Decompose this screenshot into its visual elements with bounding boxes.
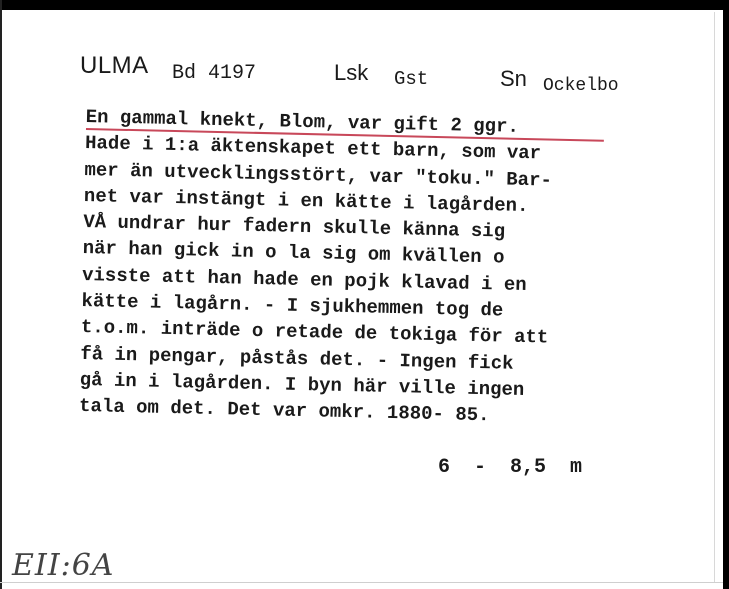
text-line: kätte i lagårn. - I sjukhemmen tog de [81,290,504,322]
text-line: när han gick in o la sig om kvällen o [82,237,505,270]
text-line: VÅ undrar hur fadern skulle känna sig [83,211,506,243]
bd-number: Bd 4197 [172,62,257,85]
sn-value: Ockelbo [543,76,619,96]
card-body-text [79,104,686,433]
lsk-label: Lsk [334,60,369,85]
lsk-value: Gst [394,68,429,90]
text-line: få in pengar, påstås det. - Ingen fick [80,342,514,375]
card-right-border [714,12,715,582]
scan-top-edge [0,0,729,10]
text-line: gå in i lagården. I byn här ville ingen [79,368,525,401]
scan-left-edge [0,0,2,589]
text-line: net var instängt i en kätte i lagården. [83,184,529,217]
scan-right-edge [723,0,729,589]
text-line: Hade i 1:a äktenskapet ett barn, som var [84,132,542,165]
measurement: 6 - 8,5 m [438,456,583,479]
ulma-label: ULMA [80,52,149,79]
text-line: tala om det. Det var omkr. 1880- 85. [78,395,490,427]
archive-code: EII:6A [12,548,115,583]
sn-label: Sn [500,66,527,91]
text-line: visste att han hade en pojk klavad i en [81,263,527,296]
text-line: mer än utvecklingsstört, var "toku." Bar- [84,158,553,192]
text-line: t.o.m. inträde o retade de tokiga för att [80,316,549,349]
text-line: En gammal knekt, Blom, var gift 2 ggr. [85,105,520,138]
